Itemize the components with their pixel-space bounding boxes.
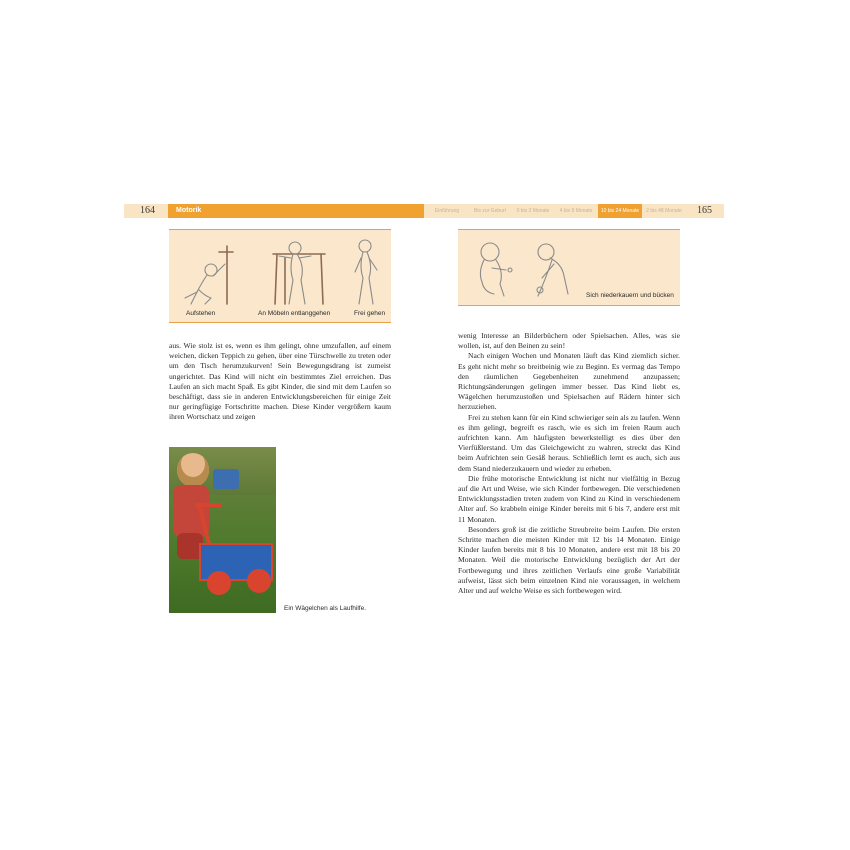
chapter-nav-tabs (426, 204, 686, 218)
wagon-handle-bar (195, 503, 221, 507)
child-head (177, 453, 209, 487)
left-body-text (169, 341, 391, 423)
caption-frei-gehen: Frei gehen (354, 310, 386, 317)
child-squatting-illustration (470, 238, 520, 300)
blue-pot (213, 469, 239, 489)
chapter-bar (168, 204, 424, 218)
child-walking-illustration (349, 236, 385, 308)
paragraph: Frei zu stehen kann für ein Kind schwieriger sein als zu laufen. Wenn es ihm gelingt, begreift es rasch, wie es sich im freien Raum auch aufrichten kann. Am häufigsten bewerkstelligt es dies über den Vierfüßlerstand. Um das Gleichgewicht zu wahren, streckt das Kind beim Aufrichten sein Gesäß heraus. Schließlich lernt es auch, sich aus dem Stand niederzukauern und wieder zu erheben. (458, 412, 680, 473)
nav-tab: Bis zur Geburt (474, 208, 506, 214)
chapter-label: Motorik (176, 207, 202, 214)
paragraph: aus. Wie stolz ist es, wenn es ihm gelingt, ohne umzufallen, auf einem weichen, dicken Teppich zu gehen, über eine Türschwelle zu treten oder um den Tisch herumzukurven! Sein Bewegungsdrang ist zumeist ungerichtet. Das Kind will nicht ein bestimmtes Ziel erreichen. Das Laufen an sich macht Spaß. Es gibt Kinder, die sind mit dem Laufen so beschäftigt, dass sie in anderen Entwicklungsbereichen für einige Zeit nur geringfügige Fortschritte machen. Diese Kinder vergrößern kaum ihren Wortschatz und zeigen (169, 341, 391, 422)
wagon-wheel (207, 571, 231, 595)
child-cruising-illustration (265, 236, 331, 308)
caption-niederkauern-buecken: Sich niederkauern und bücken (586, 292, 674, 299)
nav-tab: 4 bis 9 Monate (559, 208, 593, 214)
wagon-wheel (247, 569, 271, 593)
paragraph: Nach einigen Wochen und Monaten läuft das Kind ziemlich sicher. Es geht nicht mehr so breitbeinig wie zu Beginn. Es vermag das Tempo den räumlichen Gegebenheiten zunehmend anzupassen; Richtungsänderungen gelingen immer besser. Das Kind liebt es, Wägelchen herumzustoßen und Spielsachen auf Rädern hinter sich herzuziehen. (458, 351, 680, 412)
paragraph: wenig Interesse an Bilderbüchern oder Spielsachen. Alles, was sie wollen, ist, auf den Beinen zu sein! (458, 331, 680, 351)
child-standing-up-illustration (175, 240, 237, 310)
paragraph: Die frühe motorische Entwicklung ist nicht nur vielfältig in Bezug auf die Art und Weise, wie sich Kinder fortbewegen. Die verschiedenen Entwicklungsstadien treten zudem von Kind zu Kind in verschiedenem Alter auf. So krabbeln einige Kinder bereits mit 6 bis 7, andere erst mit 11 Monaten. (458, 473, 680, 524)
left-illustration-box (169, 229, 391, 323)
paragraph: Besonders groß ist die zeitliche Streubreite beim Laufen. Die ersten Schritte machen die meisten Kinder mit 12 bis 14 Monaten. Einige Kinder laufen bereits mit 8 bis 10 Monaten, andere erst mit 18 bis 20 Monaten. Weil die motorische Entwicklung bezüglich der Art der Fortbewegung und ihres zeitlichen Verlaufs eine große Variabilität aufweist, lässt sich beim einzelnen Kind nie voraussagen, in welchem Alter und auf welche Weise es sich fortbewegen wird. (458, 524, 680, 596)
page-number-right: 165 (697, 205, 712, 216)
nav-tab-active: 10 bis 24 Monate (598, 204, 642, 218)
nav-tab: 2 bis 48 Monate (646, 208, 682, 214)
child-bending-illustration (528, 238, 576, 300)
caption-aufstehen: Aufstehen (186, 310, 216, 317)
right-body-text (458, 331, 680, 596)
photo-caption: Ein Wägelchen als Laufhilfe. (284, 605, 367, 612)
child-with-wagon-photo (169, 447, 276, 613)
caption-moebeln-entlanggehen: An Möbeln entlanggehen (258, 310, 331, 317)
nav-tab: 0 bis 3 Monate (516, 208, 550, 214)
page-number-left: 164 (140, 205, 155, 216)
right-illustration-box (458, 229, 680, 306)
nav-tab: Einführung (434, 208, 460, 214)
